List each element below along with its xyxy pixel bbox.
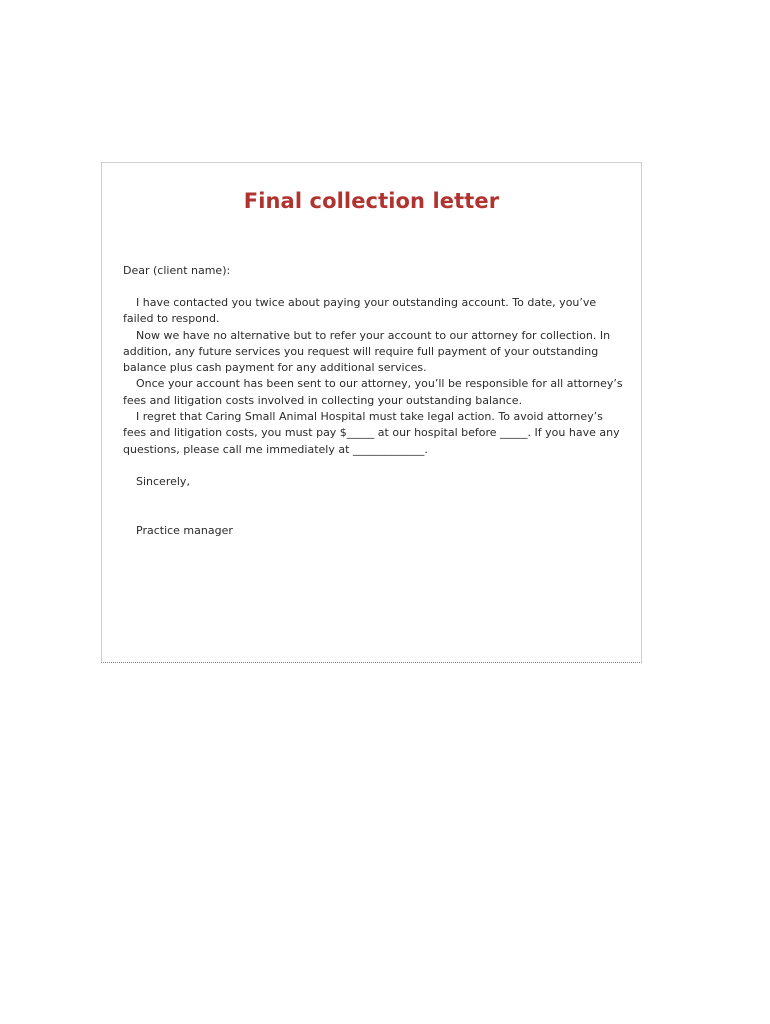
letter-title: Final collection letter	[243, 189, 500, 213]
letter-paragraph-referral: Now we have no alternative but to refer your account to our attorney for collection. In addition, any future services you request will require full payment of your outstanding balance plus cash payment for any additional services.	[123, 328, 611, 375]
letter-paragraph-contacted: I have contacted you twice about paying your outstanding account. To date, you’ve failed to respond.	[123, 296, 597, 326]
letter-paragraph-payment: I regret that Caring Small Animal Hospital must take legal action. To avoid attorney’s fees and litigation costs, you must pay $_____ at our hospital before _____. If you have any questions, please call me immediately at _____________.	[123, 410, 620, 456]
letter-signature: Practice manager	[136, 524, 233, 537]
letter-frame	[101, 162, 642, 663]
letter-body	[123, 295, 623, 458]
letter-paragraph-responsibility: Once your account has been sent to our attorney, you’ll be responsible for all attorney’s fees and litigation costs involved in collecting your outstanding balance.	[123, 377, 623, 407]
letter-salutation: Dear (client name):	[123, 264, 231, 277]
letter-closing: Sincerely,	[136, 475, 190, 488]
